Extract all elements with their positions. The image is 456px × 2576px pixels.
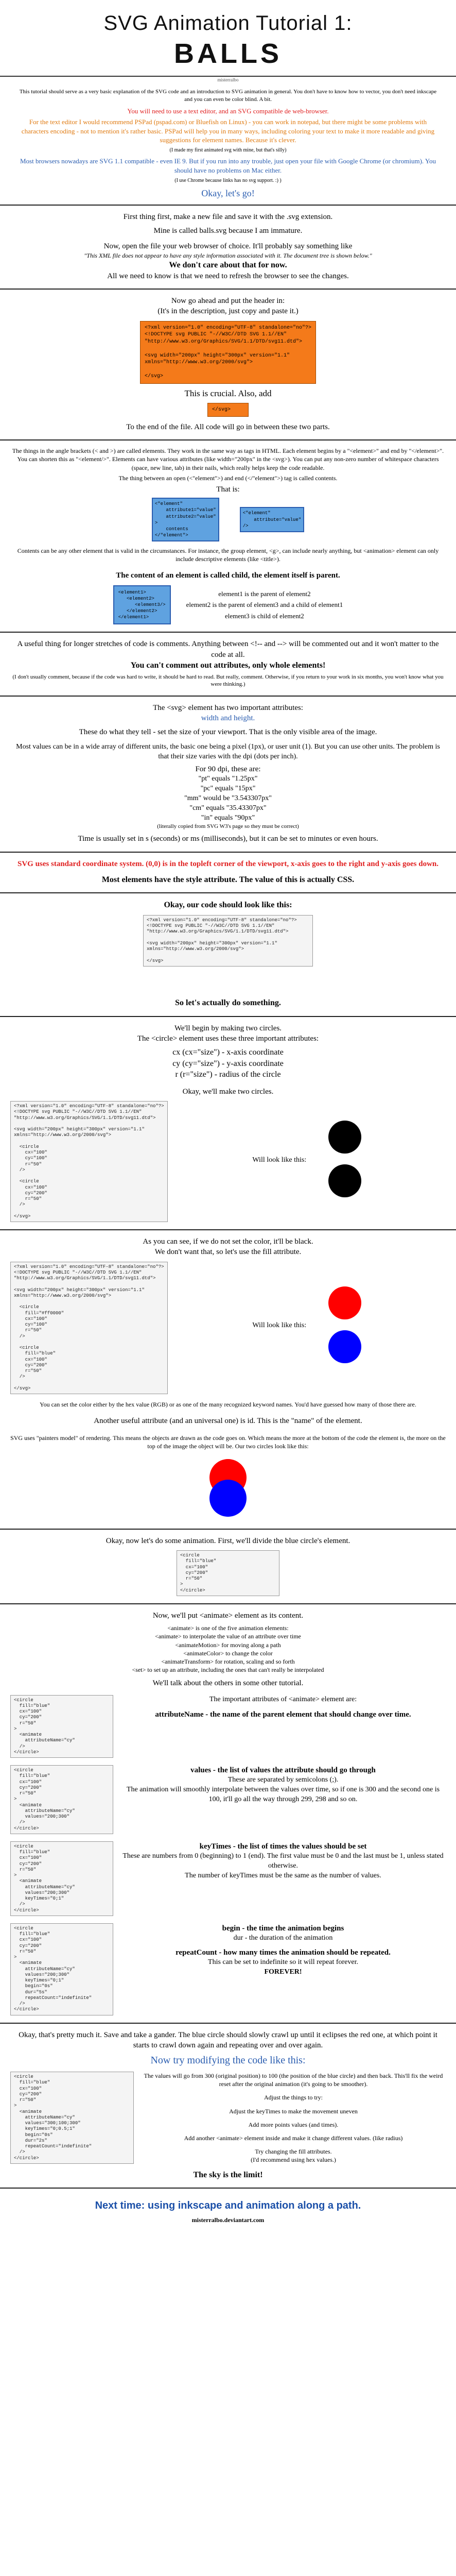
t1a: attributeName - the name of the parent element that should change over time. xyxy=(155,1710,411,1719)
overlap-circles-preview xyxy=(197,1454,259,1521)
t1h: The important attributes of <animate> element are: xyxy=(209,1695,357,1703)
s8-l2: We don't want that, so let's use the fill attribute. xyxy=(154,1248,302,1257)
s5-l6: (literally copied from SVG W3's page so they must be correct) xyxy=(157,823,299,830)
t2c: The animation will smoothly interpolate between the values over time, so if one is 300 and the second one is 100, it'll go all the way through 299, 298 and so on. xyxy=(126,1786,440,1804)
section-fill xyxy=(0,1229,456,1529)
s2-l2: (It's in the description, just copy and paste it.) xyxy=(157,307,299,316)
empty-element-example-box: <"element" attribute="value" /> xyxy=(240,507,304,532)
element-example-box: <"element" attribute1="value" attribute2="value" > contents </"element"> xyxy=(152,498,219,541)
s1-l5: We don't care about that for now. xyxy=(169,261,287,270)
t4b: dur - the duration of the animation xyxy=(233,1934,333,1942)
closing-svg-code: </svg> xyxy=(207,403,249,417)
anim-el-animate: <animate> to interpolate the value of an attribute over time xyxy=(155,1633,301,1640)
attr-r: r (r="size") - radius of the circle xyxy=(175,1070,281,1079)
s4-l2: You can't comment out attributes, only whole elements! xyxy=(130,660,326,670)
s3-p4: Contents can be any other element that is valid in the circumstances. For instance, the group element, <g>, can include nearly anything, but <animation> element can only include descriptive elements (like <title>). xyxy=(17,547,439,563)
animate-code-2: <circle fill="blue" cx="100" cy="200" r="50" > <animate attributeName="cy" values="200;300" /> </circle> xyxy=(10,1765,113,1834)
sky-limit: The sky is the limit! xyxy=(193,2170,263,2179)
code-so-far-box: <?xml version="1.0" encoding="UTF-8" standalone="no"?> <!DOCTYPE svg PUBLIC "-//W3C//DTD SVG 1.1//EN" "http://www.w3.org/Graphics/SVG/1.1/DTD/svg11.dtd"> <svg width="200px" height="300px" version="1.1" xmlns="http://www.w3.org/2000/svg"> </svg> xyxy=(143,915,313,967)
s11-l1: Okay, that's pretty much it. Save and take a gander. The blue circle should slowly crawl up until it eclipses the red one, at which point it starts to crawl down again and repeating over and over again. xyxy=(19,2030,437,2049)
s1-l2: Mine is called balls.svg because I am immature. xyxy=(153,226,303,235)
section-header xyxy=(0,289,456,439)
s7-l1: We'll begin by making two circles. xyxy=(174,1024,282,1032)
s1-l4: "This XML file does not appear to have any style information associated with it. The document tree is shown below." xyxy=(84,252,372,260)
s2-l4: To the end of the file. All code will go in between these two parts. xyxy=(126,423,330,432)
two-circles-code: <?xml version="1.0" encoding="UTF-8" standalone="no"?> <!DOCTYPE svg PUBLIC "-//W3C//DTD SVG 1.1//EN" "http://www.w3.org/Graphics/SVG/1.1/DTD/svg11.dtd"> <svg width="200px" height="300px" version="1.1" xmlns="http://www.w3.org/2000/svg"> <circle cx="100" cy="100" r="50" /> <circle cx="100" cy="200" r="50" /> </svg> xyxy=(10,1101,168,1222)
author-small: misterralbo xyxy=(217,77,239,82)
page-title: SVG Animation Tutorial 1: xyxy=(103,12,353,35)
s8-l3: Will look like this: xyxy=(252,1321,307,1330)
header-code-box: <?xml version="1.0" encoding="UTF-8" standalone="no"?> <!DOCTYPE svg PUBLIC "-//W3C//DTD SVG 1.1//EN" "http://www.w3.org/Graphics/SVG/1.1/DTD/svg11.dtd"> <svg width="200px" height="300px" version="1.1" xmlns="http://www.w3.org/2000/svg"> </svg> xyxy=(140,321,316,384)
s1-l3: Now, open the file your web browser of choice. It'll probably say something like xyxy=(103,242,353,250)
s11-l2: Now try modifying the code like this: xyxy=(150,2055,306,2066)
animate-code-3: <circle fill="blue" cx="100" cy="200" r="50" > <animate attributeName="cy" values="200;300" keyTimes="0;1" /> </circle> xyxy=(10,1841,113,1916)
red-circle xyxy=(328,1286,361,1319)
intro-p2: You will need to use a text editor, and an SVG compatible de web-browser. xyxy=(127,107,329,115)
s7-l3: Okay, we'll make two circles. xyxy=(182,1087,274,1096)
units-list xyxy=(10,774,446,823)
colored-circles-code: <?xml version="1.0" encoding="UTF-8" standalone="no"?> <!DOCTYPE svg PUBLIC "-//W3C//DTD SVG 1.1//EN" "http://www.w3.org/Graphics/SVG/1.1/DTD/svg11.dtd"> <svg width="200px" height="300px" version="1.1" xmlns="http://www.w3.org/2000/svg"> <circle fill="#ff0000" cx="100" cy="100" r="50" /> <circle fill="blue" cx="100" cy="200" r="50" /> </svg> xyxy=(10,1262,168,1395)
s3-p1: The things in the angle brackets (< and >) are called elements. They work in the same way as tags in HTML. Each element begins by a "<element>" and end by "</element>". You can shorten this as "<element/>". Elements can have various attributes (like width="200px" in the <svg>). You can put any non-zero number of whitespace characters (space, new line, tab) in their nails, which really helps keep the code readable. xyxy=(12,447,444,471)
s5-l2: width and height. xyxy=(201,714,255,723)
colored-circles-preview xyxy=(322,1282,368,1370)
s7-l2: The <circle> element uses these three important attributes: xyxy=(137,1034,319,1043)
t2a: values - the list of values the attribute should go through xyxy=(190,1766,376,1775)
r6: Try changing the fill attributes. xyxy=(255,2148,332,2156)
blue-circle xyxy=(328,1330,361,1363)
intro-p5: Most browsers nowadays are SVG 1.1 compatible - even IE 9. But if you run into any trouble, just open your file with Google Chrome (or chromium). You should have no problems on Mac either. xyxy=(20,157,436,174)
blue-circle-front xyxy=(209,1480,247,1517)
section-try xyxy=(0,2023,456,2188)
r1: The values will go from 300 (original position) to 100 (the position of the blue circle) and then back. This'll fix the weird reset after the original animation (it's going to be smoother). xyxy=(144,2072,443,2088)
s3-p2: The thing between an open (<"element">) and end (</"element">) tag is called contents. xyxy=(118,474,338,482)
unit-item: "in" equals "90px" xyxy=(201,814,255,822)
r5: Add another <animate> element inside and make it change different values. (like radius) xyxy=(184,2134,403,2142)
s8-l4: You can set the color either by the hex value (RGB) or as one of the many recognized keyword names. You'd have guessed how many of those there are. xyxy=(40,1401,416,1409)
s5-l1: The <svg> element has two important attributes: xyxy=(153,704,303,713)
t4e: FOREVER! xyxy=(264,1968,302,1976)
attr-cy: cy (cy="size") - y-axis coordinate xyxy=(172,1059,284,1068)
s6-l3: Okay, our code should look like this: xyxy=(164,901,292,910)
animate-code-1: <circle fill="blue" cx="100" cy="200" r="50" > <animate attributeName="cy" /> </circle> xyxy=(10,1695,113,1758)
t4c: repeatCount - how many times the animation should be repeated. xyxy=(176,1948,391,1957)
section-code-so-far xyxy=(0,892,456,1015)
s4-l1: A useful thing for longer stretches of code is comments. Anything between <!-- and --> will be commented out and it won't matter to the code at all. xyxy=(17,640,439,659)
s2-l1: Now go ahead and put the header in: xyxy=(171,297,285,306)
nesting-example-box: <element1> <element2> <element3/> </element2> </element1> xyxy=(113,585,171,625)
s8-l6: SVG uses "painters model" of rendering. This means the objects are drawn as the code goes on. Which means the more at the bottom of the code the element is, the more on the top of the image the object will be. Our two circles look like this: xyxy=(10,1434,446,1450)
s10-l3: We'll talk about the others in some other tutorial. xyxy=(152,1679,304,1688)
divided-circle-code: <circle fill="blue" cx="100" cy="200" r="50" > </circle> xyxy=(177,1550,279,1596)
s9-l1: Okay, now let's do some animation. First, we'll divide the blue circle's element. xyxy=(106,1536,350,1545)
section-circles xyxy=(0,1016,456,1230)
s5-l5: For 90 dpi, these are: xyxy=(195,765,261,773)
footer xyxy=(0,2188,456,2231)
s5-l4: Most values can be in a wide array of different units, the basic one being a pixel (1px), or user unit (1). But you can use other units. The problem is that their size varies with the dpi (dots per inch). xyxy=(16,742,440,760)
s3-p3: That is: xyxy=(216,485,240,494)
t3b: These are numbers from 0 (beginning) to 1 (end). The first value must be 0 and the last must be 1, unless stated otherwise. xyxy=(122,1852,444,1870)
black-circle-bottom xyxy=(328,1164,361,1197)
unit-item: "pt" equals "1.25px" xyxy=(198,775,258,783)
anim-el-transform: <animateTransform> for rotation, scaling and so forth xyxy=(161,1657,295,1665)
section-new-file xyxy=(0,205,456,289)
anim-el-color: <animateColor> to change the color xyxy=(183,1649,273,1657)
nesting-title: The content of an element is called child, the element itself is parent. xyxy=(116,571,340,580)
s1-l6: All we need to know is that we need to refresh the browser to see the changes. xyxy=(107,272,349,280)
s10-l2: <animate> is one of the five animation elements: xyxy=(167,1624,289,1632)
r7: (I'd recommend using hex values.) xyxy=(251,2156,336,2164)
s7-l4: Will look like this: xyxy=(252,1156,307,1164)
page-subtitle: BALLS xyxy=(0,35,456,77)
intro-section xyxy=(0,83,456,205)
anim-el-set: <set> to set up an attribute, including the ones that can't really be interpolated xyxy=(132,1666,324,1674)
intro-p1: This tutorial should serve as a very basic explanation of the SVG code and an introduction to SVG animation in general. You don't have to know how to vector, you don't need inkscape and you can even be color blind. A bit. xyxy=(19,89,437,103)
anim-el-motion: <animateMotion> for moving along a path xyxy=(175,1641,281,1649)
modified-code: <circle fill="blue" cx="100" cy="200" r="50" > <animate attributeName="cy" values="300;100;300" keyTimes="0;0.5;1" begin="0s" dur="2s" repeatCount="indefinite" /> </circle> xyxy=(10,2072,134,2164)
s2-l3: This is crucial. Also, add xyxy=(184,388,272,398)
s1-l1: First thing first, make a new file and save it with the .svg extension. xyxy=(123,213,333,222)
s5-l7: Time is usually set in s (seconds) or ms (milliseconds), but it can be set to minutes or even hours. xyxy=(78,835,378,843)
unit-item: "cm" equals "35.43307px" xyxy=(189,804,267,812)
s5-l3: These do what they tell - set the size of your viewport. That is the only visible area of the image. xyxy=(79,727,377,736)
credit: misterralbo.deviantart.com xyxy=(191,2216,265,2224)
s6-l1: SVG uses standard coordinate system. (0,0) is in the topleft corner of the viewport, x-axis goes to the right and y-axis goes down. xyxy=(17,859,439,868)
intro-p7: Okay, let's go! xyxy=(201,188,255,198)
t3c: The number of keyTimes must be the same as the number of values. xyxy=(185,1871,381,1879)
t4a: begin - the time the animation begins xyxy=(222,1924,344,1933)
s10-l1: Now, we'll put <animate> element as its content. xyxy=(152,1611,304,1620)
section-comments xyxy=(0,632,456,696)
s8-l1: As you can see, if we do not set the color, it'll be black. xyxy=(143,1238,313,1246)
black-circles-preview xyxy=(322,1116,368,1204)
r4: Add more points values (and times). xyxy=(248,2121,339,2128)
section-animate xyxy=(0,1603,456,2023)
nest-c: element3 is child of element2 xyxy=(225,612,304,620)
unit-item: "mm" would be "3.543307px" xyxy=(184,794,272,802)
animate-code-4: <circle fill="blue" cx="100" cy="200" r="50" > <animate attributeName="cy" values="200;300" keyTimes="0;1" begin="0s" dur="5s" repeatCount="indefinite" /> </circle> xyxy=(10,1923,113,2015)
section-coords xyxy=(0,852,456,893)
t2b: These are separated by semicolons (;). xyxy=(227,1776,339,1784)
unit-item: "pc" equals "15px" xyxy=(200,784,256,792)
r2: Adjust the things to try: xyxy=(264,2094,323,2102)
nest-a: element1 is the parent of element2 xyxy=(218,589,311,598)
section-elements xyxy=(0,439,456,632)
intro-p6: (I use Chrome because links has no svg support. :) ) xyxy=(174,177,282,183)
section-divide xyxy=(0,1529,456,1603)
intro-p4: (I made my first animated svg with mine, but that's silly) xyxy=(169,147,287,153)
next-time: Next time: using inkscape and animation along a path. xyxy=(95,2200,361,2212)
r3: Adjust the keyTimes to make the movement uneven xyxy=(229,2107,358,2115)
s4-l3: (I don't usually comment, because if the code was hard to write, it should be hard to read. But really, comment. Otherwise, if you return to your work in six months, you won't know what you were thinking.) xyxy=(12,673,444,688)
s6-l4: So let's actually do something. xyxy=(175,998,281,1007)
s8-l5: Another useful attribute (and an universal one) is id. This is the "name" of the element. xyxy=(94,1417,362,1426)
attr-cx: cx (cx="size") - x-axis coordinate xyxy=(172,1048,284,1057)
black-circle-top xyxy=(328,1121,361,1154)
intro-p3: For the text editor I would recommend PSPad (pspad.com) or Bluefish on Linux) - you can work in notepad, but there might be some problems with characters encoding - not to mention it's rather basic. PSPad will help you in many ways, including coloring your text to make it more readable and giving suggestions for element names. Because it's clever. xyxy=(21,118,435,144)
s6-l2: Most elements have the style attribute. The value of this is actually CSS. xyxy=(101,875,355,884)
nest-b: element2 is the parent of element3 and a child of element1 xyxy=(186,601,343,609)
section-units xyxy=(0,696,456,851)
t3a: keyTimes - the list of times the values should be set xyxy=(199,1842,367,1851)
t4d: This can be set to indefinite so it will repeat forever. xyxy=(208,1958,358,1967)
